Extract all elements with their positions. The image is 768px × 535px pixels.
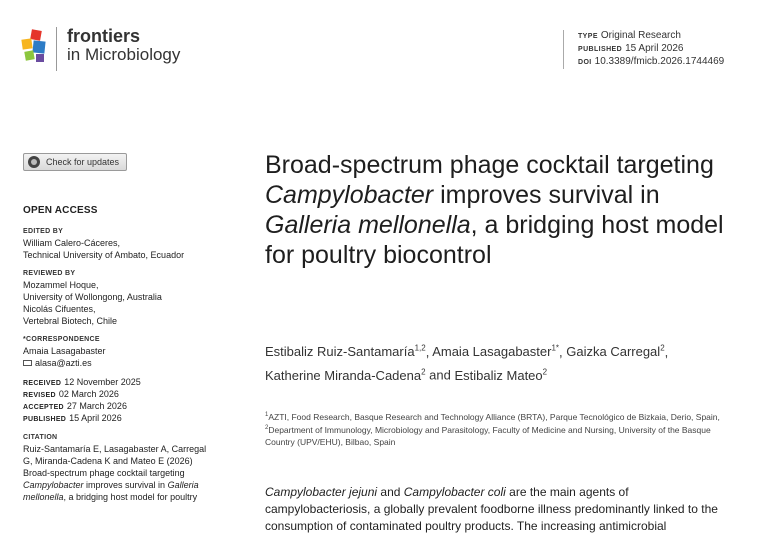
correspondence-label: *CORRESPONDENCE	[23, 336, 100, 343]
journal-logo	[22, 27, 180, 71]
reviewer-affiliation: Vertebral Biotech, Chile	[23, 316, 118, 326]
author-list: Estibaliz Ruiz-Santamaría$^{1,2}$, Amaia Lasagabaster$^{1*}$, Gaizka Carregal$^2$, Katherine Miranda-Cadena$^2$ and Estibaliz Mateo$^2$	[265, 344, 669, 383]
update-icon	[28, 156, 40, 168]
check-for-updates-label: Check for updates	[46, 157, 120, 167]
journal-brand: frontiers	[67, 26, 141, 46]
sidebar	[23, 205, 223, 511]
received-date: 12 November 2025	[64, 377, 141, 387]
published-label: PUBLISHED	[578, 46, 623, 53]
type-label: TYPE	[578, 33, 598, 40]
dates-section	[23, 377, 223, 425]
article-meta	[563, 30, 724, 69]
accepted-date: 27 March 2026	[66, 401, 127, 411]
abstract-text: Campylobacter jejuni and Campylobacter coli are the main agents of campylobacteriosis, a globally prevalent foodborne illness predominantly linked to the consumption of contaminated poultry products. The increasing antimicrobial	[265, 485, 718, 533]
check-for-updates-button[interactable]	[23, 153, 127, 171]
article-title: Broad-spectrum phage cocktail targeting Campylobacter improves survival in Galleria mellonella, a bridging host model for poultry biocontrol	[265, 151, 724, 269]
mail-icon	[23, 360, 32, 366]
published-value: 15 April 2026	[625, 43, 684, 54]
frontiers-logo-icon	[22, 30, 48, 64]
editor-name: William Calero-Cáceres,	[23, 238, 121, 248]
type-value: Original Research	[600, 30, 681, 41]
edited-by-label: EDITED BY	[23, 228, 64, 235]
correspondence-section	[23, 335, 223, 369]
author[interactable]: Estibaliz Ruiz-Santamaría$^{1,2}$	[265, 344, 426, 360]
journal-name: in Microbiology	[67, 44, 181, 64]
doi-value[interactable]: 10.3389/fmicb.2026.1744469	[594, 56, 725, 67]
revised-label: REVISED	[23, 392, 56, 399]
published-date: 15 April 2026	[69, 413, 122, 423]
published-label: PUBLISHED	[23, 416, 67, 423]
reviewer-affiliation: University of Wollongong, Australia	[23, 292, 162, 302]
affiliations: $^1$AZTI, Food Research, Basque Research and Technology Alliance (BRTA), Parque Tecnológico de Bizkaia, Derio, Spain, $^2$Department of Immunology, Microbiology and Parasitology, Faculty of Medicine and Nursing, University of the Basque Country (UPV/EHU), Bilbao, Spain	[265, 411, 720, 447]
reviewed-by-section	[23, 269, 223, 327]
edited-by-section	[23, 227, 223, 261]
logo-divider	[56, 27, 57, 71]
citation-label: CITATION	[23, 434, 58, 441]
received-label: RECEIVED	[23, 380, 62, 387]
reviewer-name: Nicolás Cifuentes,	[23, 304, 96, 314]
editor-affiliation: Technical University of Ambato, Ecuador	[23, 250, 185, 260]
author[interactable]: Estibaliz Mateo$^2$	[454, 367, 548, 383]
author[interactable]: Gaizka Carregal$^2$	[566, 344, 665, 360]
revised-date: 02 March 2026	[58, 389, 119, 399]
reviewer-name: Mozammel Hoque,	[23, 280, 99, 290]
open-access-label: OPEN ACCESS	[23, 205, 98, 216]
correspondence-name: Amaia Lasagabaster	[23, 346, 106, 356]
accepted-label: ACCEPTED	[23, 404, 64, 411]
author[interactable]: Katherine Miranda-Cadena$^2$	[265, 367, 426, 383]
doi-label: DOI	[578, 59, 592, 66]
citation-section	[23, 433, 223, 503]
author[interactable]: Amaia Lasagabaster$^{1*}$	[432, 344, 560, 360]
citation-text: Ruiz-Santamaría E, Lasagabaster A, Carregal G, Miranda-Cadena K and Mateo E (2026) Broad-spectrum phage cocktail targeting Campylobacter improves survival in Galleria mellonella, a bridging host model for poultry	[23, 444, 207, 502]
correspondence-email[interactable]: alasa@azti.es	[35, 358, 92, 368]
reviewed-by-label: REVIEWED BY	[23, 270, 76, 277]
